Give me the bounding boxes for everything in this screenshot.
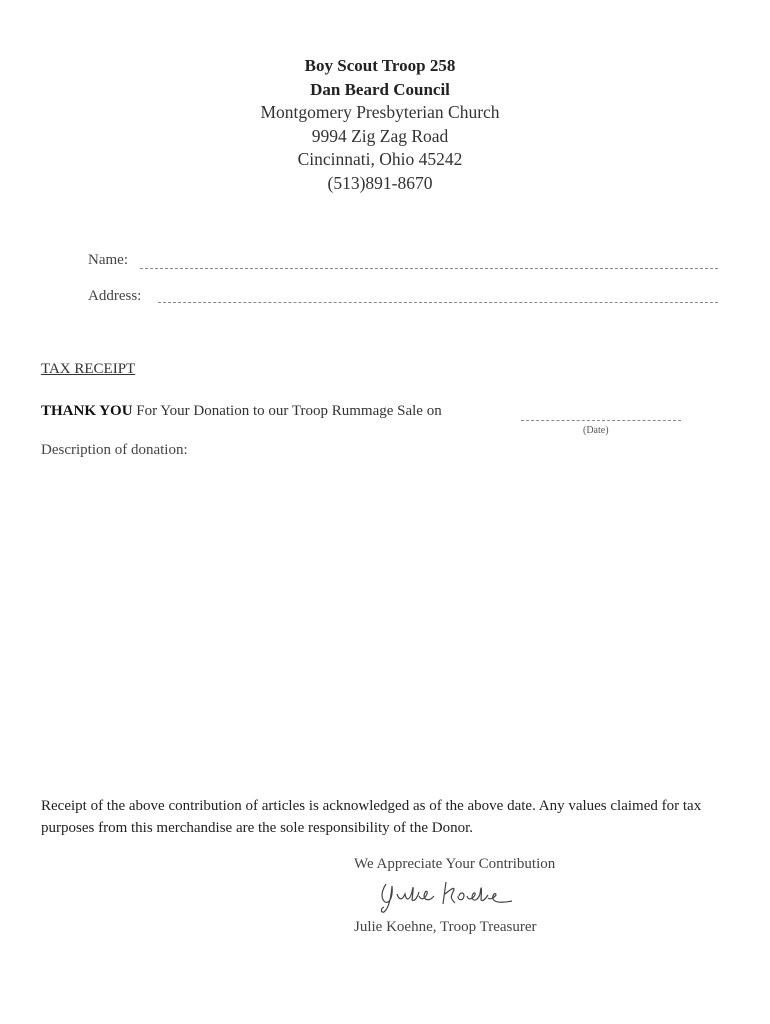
address-label: Address:: [88, 288, 142, 304]
name-field-line[interactable]: [140, 268, 718, 269]
street-address: 9994 Zig Zag Road: [311, 125, 449, 146]
date-label: (Date): [583, 425, 609, 436]
thank-you-bold: THANK YOU: [41, 403, 133, 419]
thank-you-text: For Your Donation to our Troop Rummage Sale on: [136, 403, 442, 419]
handwritten-signature-icon: [372, 874, 542, 914]
tax-receipt-title: TAX RECEIPT: [41, 361, 136, 377]
phone-number: (513)891-8670: [327, 172, 433, 193]
address-field-line[interactable]: [158, 302, 718, 303]
troop-name: Boy Scout Troop 258: [304, 56, 456, 75]
letterhead: [0, 54, 760, 195]
date-field-line[interactable]: [521, 420, 681, 421]
signer-name: Julie Koehne, Troop Treasurer: [354, 919, 537, 935]
acknowledgement-text: Receipt of the above contribution of articles is acknowledged as of the above date. Any values claimed for tax purposes from this merchandise are the sole responsibility of the Donor.: [41, 798, 702, 836]
thank-you-line: [41, 403, 442, 420]
church-name: Montgomery Presbyterian Church: [260, 102, 500, 122]
signature: [372, 874, 542, 919]
city-state-zip: Cincinnati, Ohio 45242: [297, 149, 463, 169]
appreciation-text: We Appreciate Your Contribution: [354, 856, 556, 872]
name-label: Name:: [88, 252, 128, 268]
council-name: Dan Beard Council: [310, 79, 450, 99]
description-label: Description of donation:: [41, 442, 188, 458]
